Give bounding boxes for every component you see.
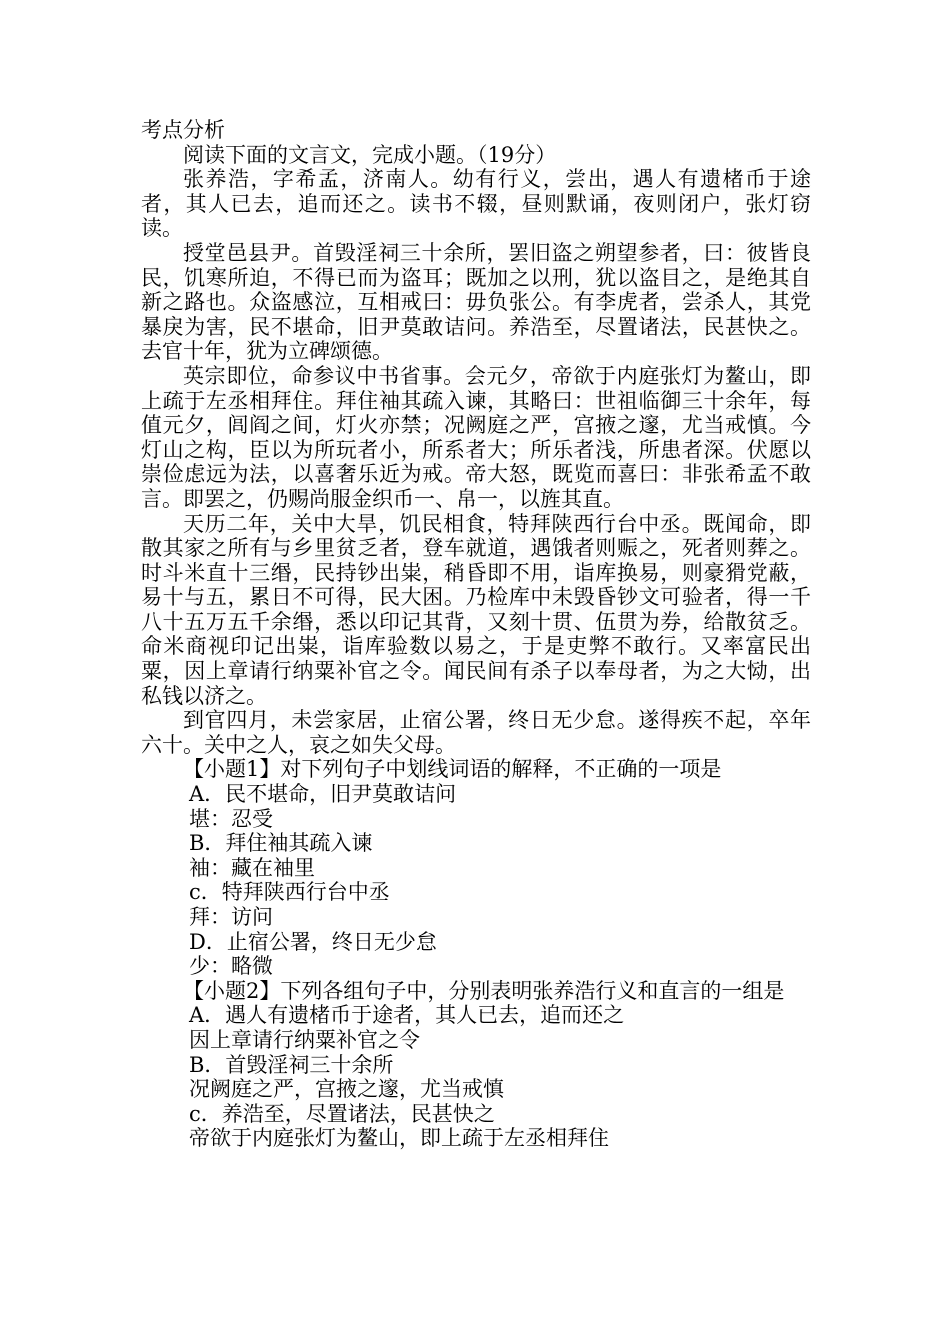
question-2-stem: 【小题2】下列各组句子中，分别表明张养浩行义和直言的一组是 [183,978,785,1003]
document-page [141,118,811,1151]
question-1-stem: 【小题1】对下列句子中划线词语的解释，不正确的一项是 [183,757,722,782]
passage-paragraph: 天历二年，关中大旱，饥民相食，特拜陕西行台中丞。既闻命，即散其家之所有与乡里贫乏者，登车就道，遇饿者则赈之，死者则葬之。时斗米直十三缗，民持钞出粜，稍昏即不用，诣库换易，则豪猾党蔽，易十与五，累日不可得，民大困。乃检库中未毁昏钞文可验者，得一千八十五万五千余缗，悉以印记其背，又刻十贯、伍贯为券，给散贫乏。命米商视印记出粜，诣库验数以易之，于是吏弊不敢行。又率富民出粟，因上章请行纳粟补官之令。闻民间有杀子以奉母者，为之大恸，出私钱以济之。 [141,511,811,708]
passage-paragraph: 张养浩，字希孟，济南人。幼有行义，尝出，遇人有遗楮币于途者，其人已去，追而还之。读书不辍，昼则默诵，夜则闭户，张灯窃读。 [141,167,811,241]
question-2-option: B．首毁淫祠三十余所 [189,1052,394,1077]
question-1-option: A．民不堪命，旧尹莫敢诘问 [189,782,457,807]
question-2-option: A．遇人有遗楮币于途者，其人已去，追而还之 [189,1003,625,1028]
question-1-option: c．特拜陕西行台中丞 [189,880,390,905]
question-1-option: 堪：忍受 [189,806,273,831]
question-2-option: 因上章请行纳粟补官之令 [189,1027,420,1052]
section-heading: 考点分析 [141,118,225,142]
question-2-option: 帝欲于内庭张灯为鳌山，即上疏于左丞相拜住 [189,1126,609,1151]
passage-paragraph: 到官四月，未尝家居，止宿公署，终日无少怠。遂得疾不起，卒年六十。关中之人，哀之如失父母。 [141,708,811,757]
question-2-option: c．养浩至，尽置诸法，民甚快之 [189,1101,495,1126]
question-1-option: 拜：访问 [189,905,273,929]
question-1-option: 少：略微 [189,954,273,979]
question-2-option: 况阙庭之严，宫掖之邃，尤当戒慎 [189,1077,504,1102]
instruction-text: 阅读下面的文言文，完成小题。（19分） [183,142,557,167]
question-1-option: B．拜住袖其疏入谏 [189,831,373,856]
passage-paragraph: 授堂邑县尹。首毁淫祠三十余所，罢旧盗之朔望参者，曰：彼皆良民，饥寒所迫，不得已而为盗耳；既加之以刑，犹以盗目之，是绝其自新之路也。众盗感泣，互相戒曰：毋负张公。有李虎者，尝杀人，其党暴戾为害，民不堪命，旧尹莫敢诘问。养浩至，尽置诸法，民甚快之。去官十年，犹为立碑颂德。 [141,240,811,364]
question-1-option: 袖：藏在袖里 [189,855,315,880]
question-1-option: D．止宿公署，终日无少怠 [189,929,437,954]
passage-paragraph: 英宗即位，命参议中书省事。会元夕，帝欲于内庭张灯为鳌山，即上疏于左丞相拜住。拜住袖其疏入谏，其略曰：世祖临御三十余年，每值元夕，闾阎之间，灯火亦禁；况阙庭之严，宫掖之邃，尤当戒慎。今灯山之构，臣以为所玩者小，所系者大；所乐者浅，所患者深。伏愿以崇俭虑远为法，以喜奢乐近为戒。帝大怒，既览而喜曰：非张希孟不敢言。即罢之，仍赐尚服金织币一、帛一，以旌其直。 [141,363,811,511]
